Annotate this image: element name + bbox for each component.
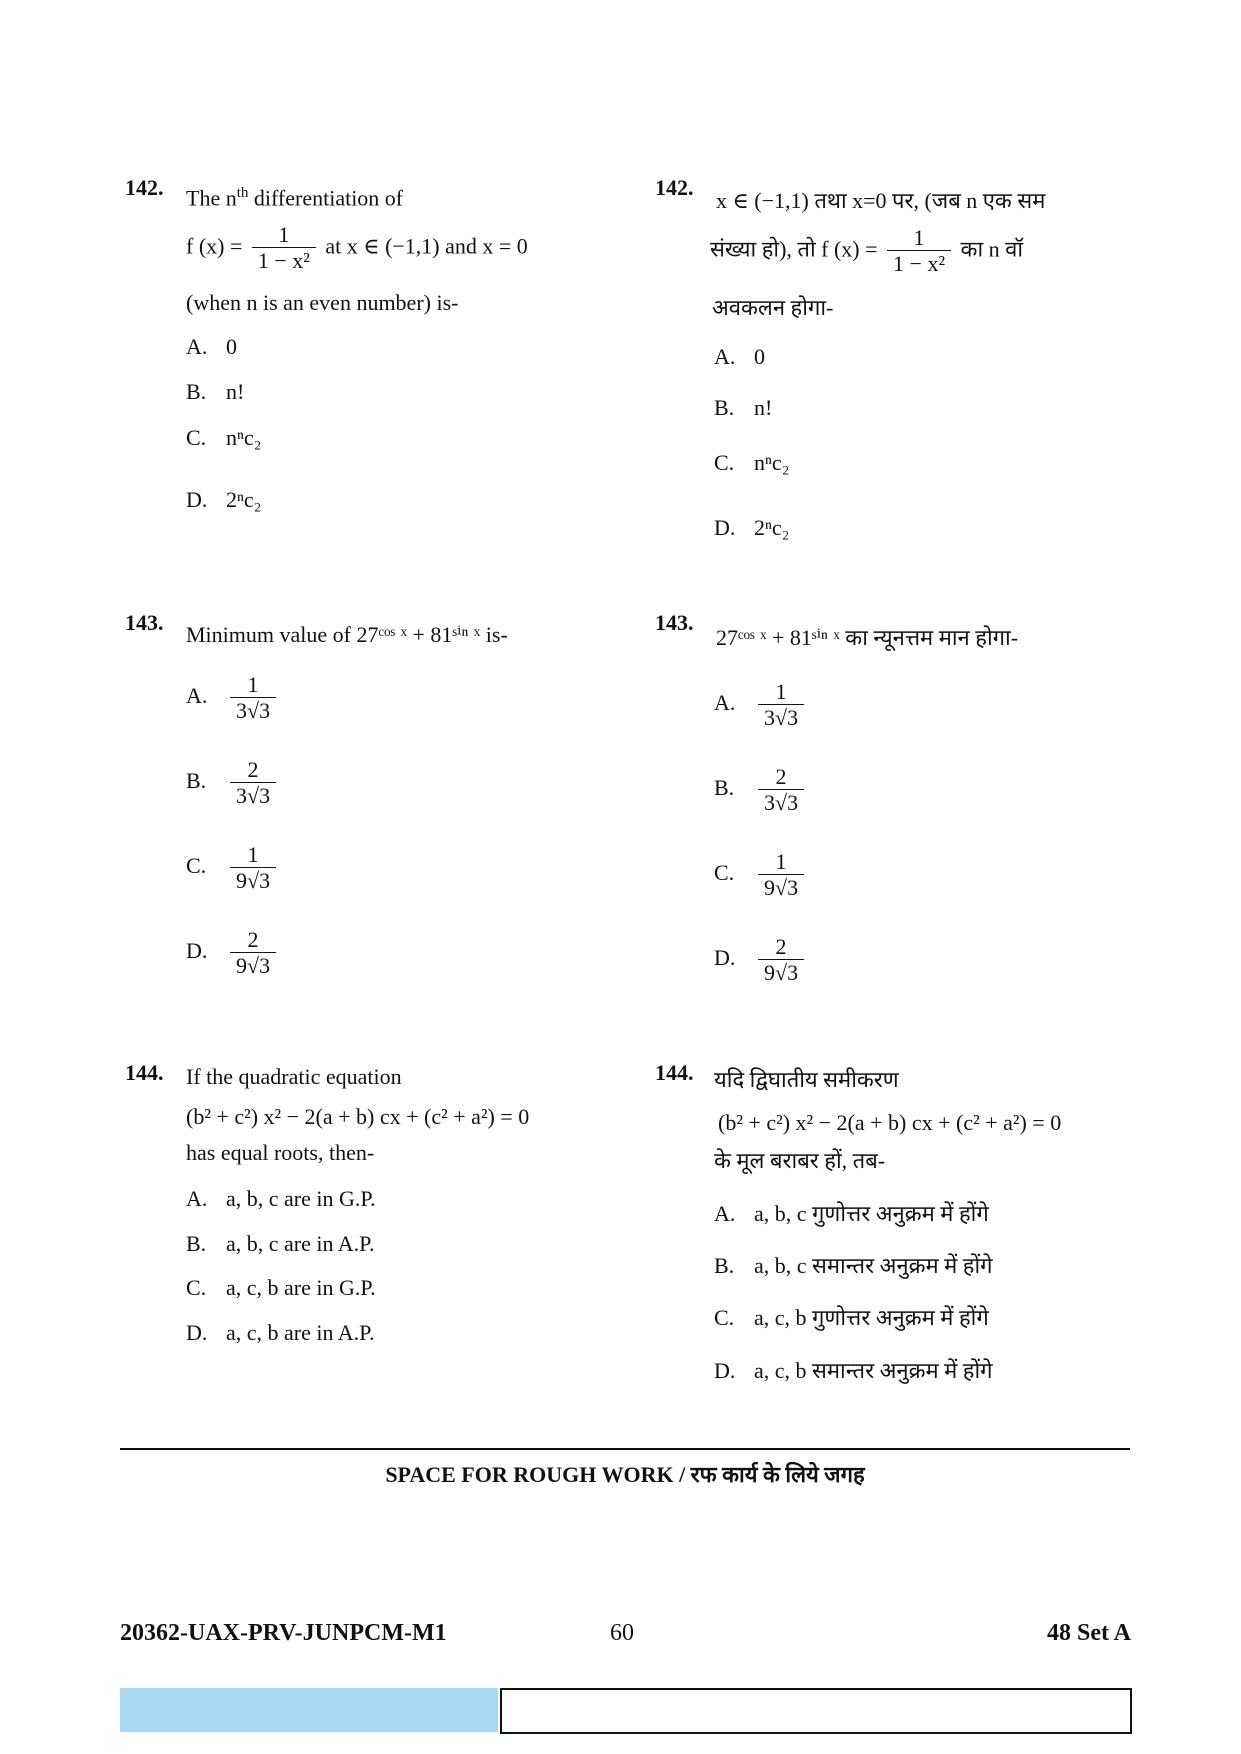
question-number-142-hi: 142.: [655, 175, 694, 200]
q144-hi-stem-line3: के मूल बराबर हों, तब-: [714, 1148, 886, 1173]
q142-en-option-d[interactable]: D. 2ⁿc₂: [186, 487, 262, 512]
question-number-143-en: 143.: [125, 610, 164, 635]
question-number-144-hi: 144.: [655, 1060, 694, 1085]
q142-hi-option-a[interactable]: A. 0: [714, 344, 765, 369]
q143-en-option-a[interactable]: A. $\frac{1}{3√3}$: [186, 672, 280, 725]
q144-hi-option-b[interactable]: B. a, b, c समान्तर अनुक्रम में होंगे: [714, 1253, 993, 1278]
q144-hi-option-c[interactable]: C. a, c, b गुणोत्तर अनुक्रम में होंगे: [714, 1305, 989, 1330]
q144-en-option-b[interactable]: B. a, b, c are in A.P.: [186, 1231, 375, 1256]
q144-hi-stem-line1: यदि द्विघातीय समीकरण: [714, 1067, 899, 1092]
q142-en-option-c[interactable]: C. nⁿc₂: [186, 425, 262, 450]
footer-blue-bar: [120, 1688, 498, 1732]
q143-en-stem: Minimum value of 27ᶜᵒˢ ˣ + 81ˢⁱⁿ ˣ is-: [186, 622, 508, 647]
q142-hi-stem-line2: संख्या हो), तो f (x) = $\frac{1}{\text{1 − x²}}$ का n वॉ: [710, 225, 1024, 277]
q142-en-stem-line3: (when n is an even number) is-: [186, 290, 459, 315]
q142-en-option-b[interactable]: B. n!: [186, 379, 245, 404]
q143-hi-option-a[interactable]: A. $\frac{1}{3√3}$: [714, 679, 808, 732]
q142-en-option-a[interactable]: A. 0: [186, 334, 237, 359]
q144-hi-option-d[interactable]: D. a, c, b समान्तर अनुक्रम में होंगे: [714, 1358, 993, 1383]
q142-hi-option-d[interactable]: D. 2ⁿc₂: [714, 515, 790, 540]
q143-en-option-c[interactable]: C. $\frac{1}{9√3}$: [186, 842, 280, 895]
q142-en-stem-line1: The $n^{th}$ differentiation of: [186, 185, 404, 211]
q142-hi-option-c[interactable]: C. nⁿc₂: [714, 450, 790, 475]
question-number-143-hi: 143.: [655, 610, 694, 635]
set-label: 48 Set A: [1047, 1620, 1131, 1646]
q143-hi-stem: 27ᶜᵒˢ ˣ + 81ˢⁱⁿ ˣ का न्यूनत्तम मान होगा-: [716, 625, 1019, 650]
question-number-144-en: 144.: [125, 1060, 164, 1085]
rough-work-divider: [120, 1448, 1130, 1450]
q144-en-stem-line3: has equal roots, then-: [186, 1140, 375, 1165]
q144-hi-option-a[interactable]: A. a, b, c गुणोत्तर अनुक्रम में होंगे: [714, 1201, 989, 1226]
q143-en-option-b[interactable]: B. $\frac{2}{3√3}$: [186, 757, 280, 810]
q143-hi-option-b[interactable]: B. $\frac{2}{3√3}$: [714, 764, 808, 817]
question-number-142-en: 142.: [125, 175, 164, 200]
q143-en-option-d[interactable]: D. $\frac{2}{9√3}$: [186, 927, 280, 980]
paper-code: 20362-UAX-PRV-JUNPCM-M1: [120, 1620, 447, 1646]
q142-hi-stem-line1: x ∈ (−1,1) तथा x=0 पर, (जब n एक सम: [716, 188, 1046, 213]
footer-empty-box: [500, 1688, 1132, 1734]
q143-hi-option-d[interactable]: D. $\frac{2}{9√3}$: [714, 934, 808, 987]
q144-en-stem-line1: If the quadratic equation: [186, 1064, 402, 1089]
q144-en-stem-line2: (b² + c²) x² − 2(a + b) cx + (c² + a²) = 0: [186, 1104, 530, 1129]
q142-hi-fraction: $\frac{1}{\text{1 − x²}}$: [887, 225, 951, 278]
q144-en-option-d[interactable]: D. a, c, b are in A.P.: [186, 1320, 375, 1345]
q144-en-option-a[interactable]: A. a, b, c are in G.P.: [186, 1186, 376, 1211]
rough-work-label: SPACE FOR ROUGH WORK / रफ कार्य के लिये जगह: [385, 1462, 865, 1487]
q142-en-stem-line2: f (x) = $\frac{1}{\text{1 − x²}}$ at x ∈ (−1,1) and x = 0: [186, 222, 528, 274]
q144-en-option-c[interactable]: C. a, c, b are in G.P.: [186, 1275, 376, 1300]
q142-hi-stem-line3: अवकलन होगा-: [712, 295, 834, 320]
q144-hi-stem-line2: (b² + c²) x² − 2(a + b) cx + (c² + a²) = 0: [718, 1110, 1062, 1135]
q143-hi-option-c[interactable]: C. $\frac{1}{9√3}$: [714, 849, 808, 902]
page-number: 60: [610, 1620, 634, 1646]
q142-hi-option-b[interactable]: B. n!: [714, 395, 773, 420]
q142-en-fraction: $\frac{1}{\text{1 − x²}}$: [252, 222, 316, 275]
